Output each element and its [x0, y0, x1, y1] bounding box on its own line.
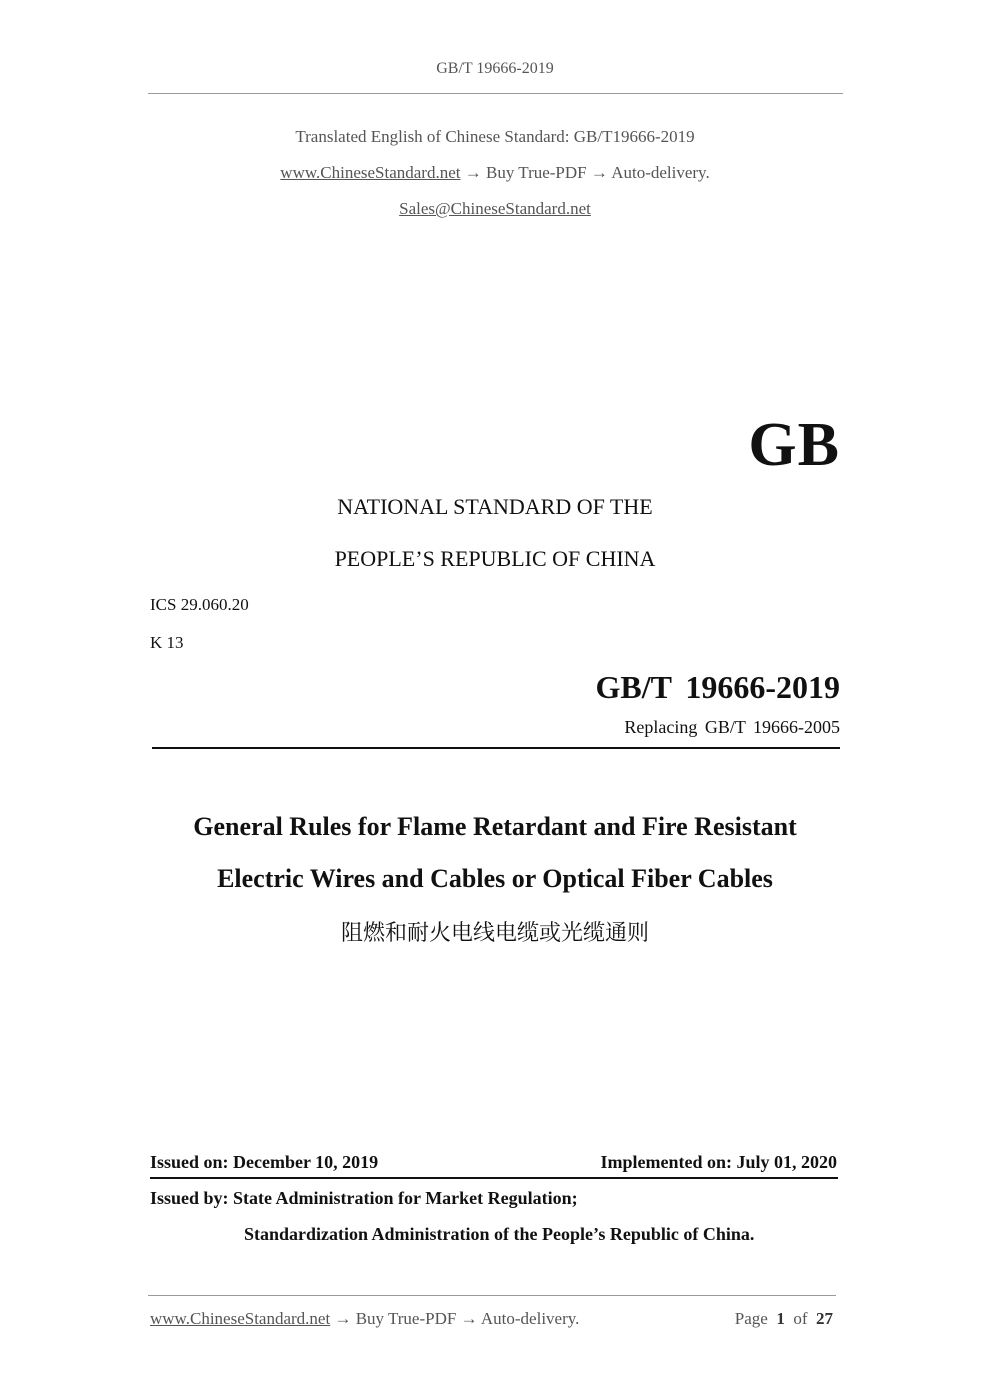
page-label: Page — [734, 1309, 768, 1328]
ics-code: ICS 29.060.20 — [150, 595, 249, 614]
issued-by-second-line: Standardization Administration of the People’s Republic of China. — [244, 1224, 755, 1244]
replacing-standard: Replacing GB/T 19666-2005 — [624, 717, 840, 737]
page-number: 1 — [776, 1309, 785, 1328]
footer-divider — [148, 1295, 836, 1296]
national-standard-line-2: PEOPLE’S REPUBLIC OF CHINA — [334, 546, 656, 571]
document-title-chinese: 阻燃和耐火电线电缆或光缆通则 — [340, 921, 649, 946]
running-header: GB/T 19666-2019 — [436, 60, 554, 77]
title-divider — [152, 747, 840, 749]
arrow-right-icon: → — [334, 1309, 352, 1328]
sales-email-link[interactable]: Sales@ChineseStandard.net — [399, 199, 591, 218]
header-divider — [148, 93, 843, 94]
promo-buy-line — [0, 163, 990, 183]
footer-buy-text: Buy True-PDF — [355, 1309, 457, 1328]
footer-delivery-text: Auto-delivery. — [480, 1309, 580, 1328]
document-title-line-1: General Rules for Flame Retardant and Fire Resistant — [193, 812, 797, 841]
arrow-right-icon: → — [464, 163, 482, 182]
standard-number: GB/T 19666-2019 — [595, 669, 840, 705]
arrow-right-icon: → — [590, 163, 608, 182]
issued-on-date: Issued on: December 10, 2019 — [150, 1152, 379, 1172]
issue-divider — [150, 1177, 838, 1179]
delivery-text: Auto-delivery. — [611, 163, 710, 182]
of-label: of — [793, 1309, 808, 1328]
national-standard-line-1: NATIONAL STANDARD OF THE — [337, 494, 653, 519]
footer-site-link[interactable]: www.ChineseStandard.net — [150, 1309, 331, 1328]
page-total: 27 — [816, 1309, 833, 1328]
footer-promo — [150, 1309, 579, 1329]
classification-code: K 13 — [150, 633, 184, 652]
gb-logo: GB — [748, 411, 840, 479]
email-line — [0, 199, 990, 219]
issued-by: Issued by: State Administration for Market Regulation; — [150, 1188, 578, 1208]
document-title-line-2: Electric Wires and Cables or Optical Fiber Cables — [217, 864, 773, 893]
translation-notice: Translated English of Chinese Standard: GB/T19666-2019 — [295, 127, 695, 146]
arrow-right-icon: → — [460, 1309, 478, 1328]
site-link[interactable]: www.ChineseStandard.net — [280, 163, 461, 182]
implemented-on-date: Implemented on: July 01, 2020 — [600, 1152, 837, 1172]
buy-text: Buy True-PDF — [486, 163, 587, 182]
page-indicator — [735, 1309, 833, 1329]
